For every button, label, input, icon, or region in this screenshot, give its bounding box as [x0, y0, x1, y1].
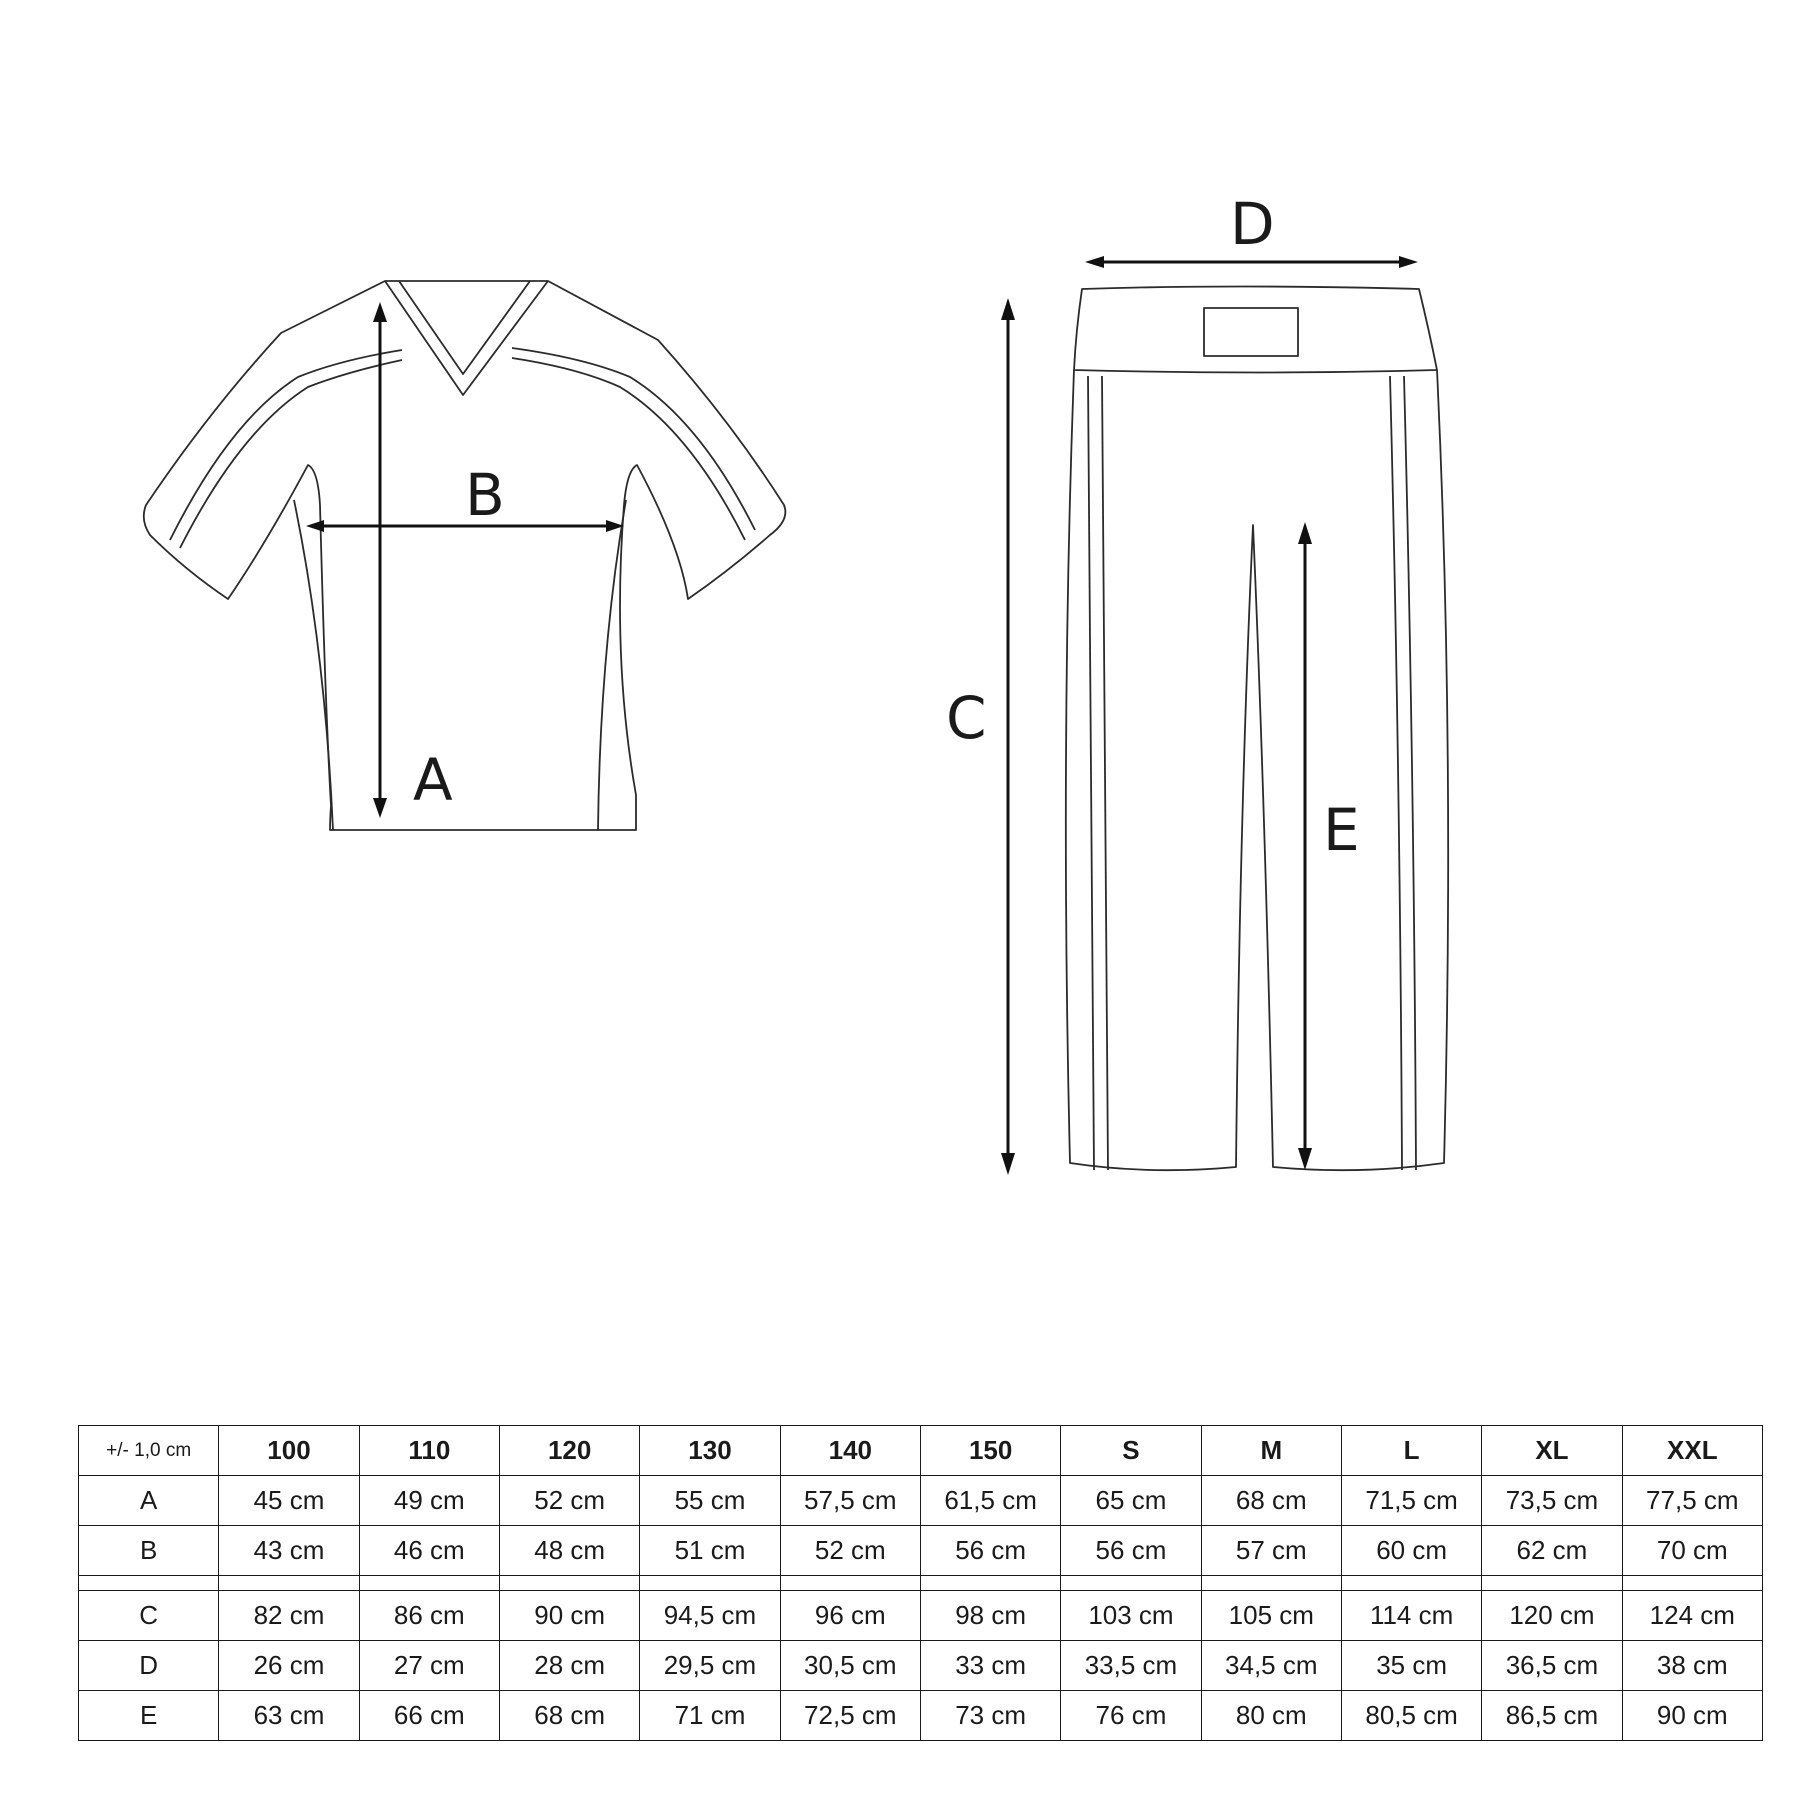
measure-value: 80,5 cm [1341, 1691, 1481, 1741]
measure-value: 77,5 cm [1622, 1476, 1762, 1526]
measure-value: 33,5 cm [1061, 1641, 1201, 1691]
size-header: XXL [1622, 1426, 1762, 1476]
measure-value: 27 cm [359, 1641, 499, 1691]
dimension-b [306, 461, 624, 532]
measure-value: 48 cm [499, 1526, 639, 1576]
measure-value: 65 cm [1061, 1476, 1201, 1526]
waistband [1074, 287, 1437, 373]
measure-value: 66 cm [359, 1691, 499, 1741]
measure-value: 96 cm [780, 1591, 920, 1641]
separator-cell [499, 1576, 639, 1591]
table-row [79, 1476, 1763, 1526]
measure-value: 35 cm [1341, 1641, 1481, 1691]
label-c: C [946, 684, 987, 752]
measure-label: C [79, 1591, 219, 1641]
measure-value: 30,5 cm [780, 1641, 920, 1691]
dimension-d [1085, 190, 1418, 268]
size-header: 150 [920, 1426, 1060, 1476]
measure-value: 43 cm [219, 1526, 359, 1576]
dimension-e [1298, 522, 1360, 1170]
measure-value: 55 cm [640, 1476, 780, 1526]
measure-value: 90 cm [1622, 1691, 1762, 1741]
measure-value: 120 cm [1482, 1591, 1622, 1641]
separator-row [79, 1576, 1763, 1591]
separator-cell [1341, 1576, 1481, 1591]
measure-value: 57,5 cm [780, 1476, 920, 1526]
measure-value: 38 cm [1622, 1641, 1762, 1691]
measure-value: 76 cm [1061, 1691, 1201, 1741]
measure-value: 124 cm [1622, 1591, 1762, 1641]
measure-value: 49 cm [359, 1476, 499, 1526]
measure-label: E [79, 1691, 219, 1741]
separator-cell [1201, 1576, 1341, 1591]
measure-value: 86 cm [359, 1591, 499, 1641]
dimension-a [373, 302, 453, 818]
measure-value: 71,5 cm [1341, 1476, 1481, 1526]
size-header: XL [1482, 1426, 1622, 1476]
measure-value: 52 cm [499, 1476, 639, 1526]
measure-value: 62 cm [1482, 1526, 1622, 1576]
size-table-body [79, 1476, 1763, 1741]
dimension-c [946, 298, 1015, 1175]
size-header: S [1061, 1426, 1201, 1476]
measure-value: 60 cm [1341, 1526, 1481, 1576]
shirt-outline [144, 281, 786, 830]
measure-value: 26 cm [219, 1641, 359, 1691]
measure-value: 82 cm [219, 1591, 359, 1641]
label-b: B [465, 461, 505, 529]
tolerance-cell: +/- 1,0 cm [79, 1426, 219, 1476]
measure-value: 114 cm [1341, 1591, 1481, 1641]
separator-cell [640, 1576, 780, 1591]
measure-value: 73,5 cm [1482, 1476, 1622, 1526]
measure-value: 70 cm [1622, 1526, 1762, 1576]
label-e: E [1323, 796, 1360, 864]
measure-value: 51 cm [640, 1526, 780, 1576]
separator-cell [1622, 1576, 1762, 1591]
measure-value: 45 cm [219, 1476, 359, 1526]
measure-value: 63 cm [219, 1691, 359, 1741]
size-header: 100 [219, 1426, 359, 1476]
measure-value: 103 cm [1061, 1591, 1201, 1641]
measure-label: A [79, 1476, 219, 1526]
measure-value: 94,5 cm [640, 1591, 780, 1641]
measure-label: D [79, 1641, 219, 1691]
separator-cell [780, 1576, 920, 1591]
measure-value: 68 cm [1201, 1476, 1341, 1526]
table-row [79, 1526, 1763, 1576]
size-header: L [1341, 1426, 1481, 1476]
size-header: 110 [359, 1426, 499, 1476]
shirt-drawing [144, 281, 786, 830]
measure-value: 52 cm [780, 1526, 920, 1576]
pants-drawing [1066, 287, 1448, 1171]
size-header: 120 [499, 1426, 639, 1476]
measure-value: 36,5 cm [1482, 1641, 1622, 1691]
measure-value: 90 cm [499, 1591, 639, 1641]
measure-value: 28 cm [499, 1641, 639, 1691]
separator-cell [219, 1576, 359, 1591]
label-d: D [1230, 190, 1275, 258]
size-header: M [1201, 1426, 1341, 1476]
separator-cell [1482, 1576, 1622, 1591]
measure-value: 71 cm [640, 1691, 780, 1741]
measure-value: 86,5 cm [1482, 1691, 1622, 1741]
size-table [78, 1425, 1763, 1741]
measure-value: 68 cm [499, 1691, 639, 1741]
table-row [79, 1691, 1763, 1741]
pants-outline [1066, 370, 1448, 1170]
measure-value: 98 cm [920, 1591, 1060, 1641]
measure-label: B [79, 1526, 219, 1576]
size-header: 140 [780, 1426, 920, 1476]
table-row [79, 1641, 1763, 1691]
measure-value: 29,5 cm [640, 1641, 780, 1691]
separator-cell [359, 1576, 499, 1591]
measure-value: 56 cm [920, 1526, 1060, 1576]
separator-cell [920, 1576, 1060, 1591]
measure-value: 57 cm [1201, 1526, 1341, 1576]
measure-value: 105 cm [1201, 1591, 1341, 1641]
measure-value: 73 cm [920, 1691, 1060, 1741]
measure-value: 61,5 cm [920, 1476, 1060, 1526]
measure-value: 34,5 cm [1201, 1641, 1341, 1691]
size-header: 130 [640, 1426, 780, 1476]
measure-value: 80 cm [1201, 1691, 1341, 1741]
label-a: A [413, 746, 453, 814]
measure-value: 33 cm [920, 1641, 1060, 1691]
measure-value: 56 cm [1061, 1526, 1201, 1576]
separator-cell [1061, 1576, 1201, 1591]
measure-value: 46 cm [359, 1526, 499, 1576]
measure-value: 72,5 cm [780, 1691, 920, 1741]
size-header-row [79, 1426, 1763, 1476]
label-patch [1204, 308, 1298, 356]
table-row [79, 1591, 1763, 1641]
separator-cell [79, 1576, 219, 1591]
